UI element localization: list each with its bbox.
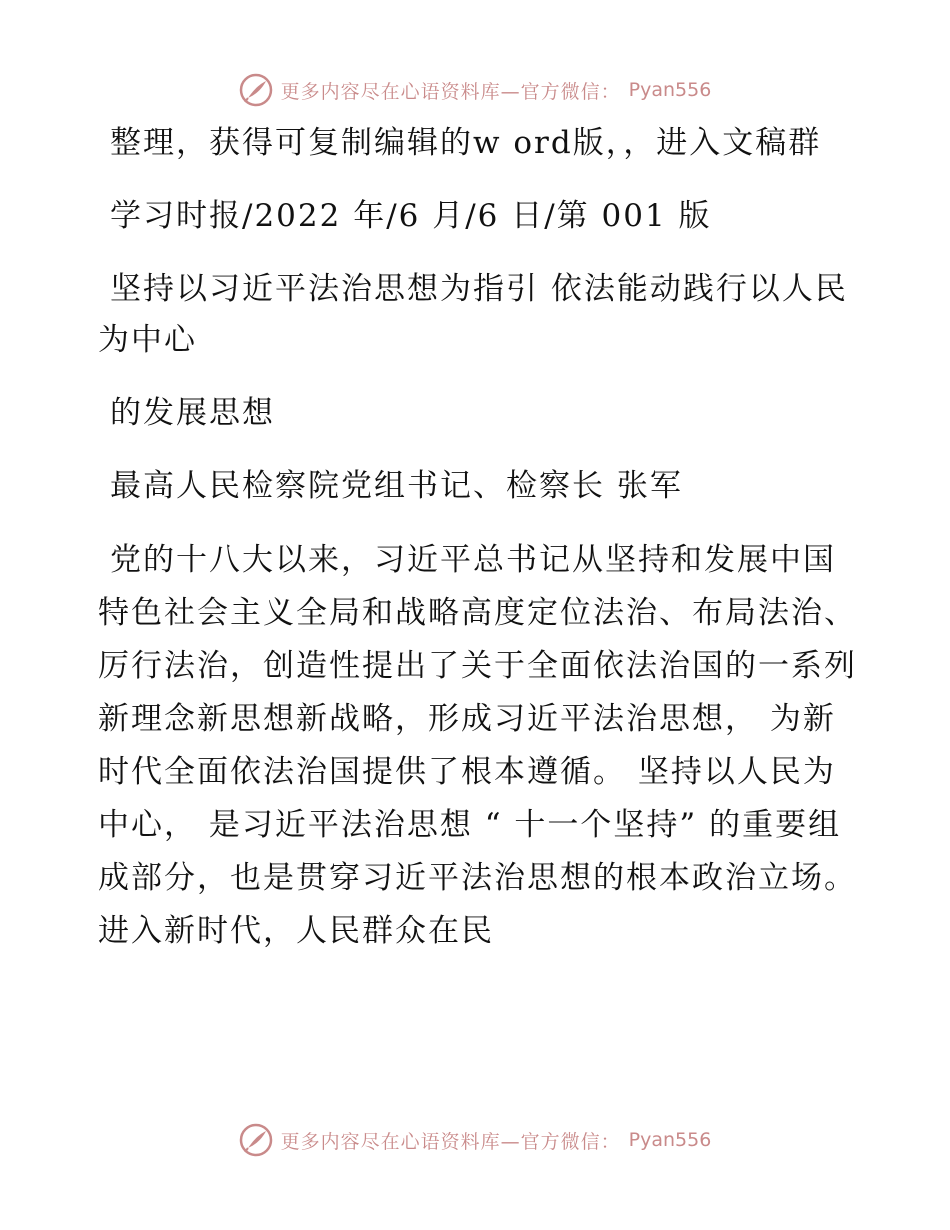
article-title-part1: 坚持以习近平法治思想为指引 依法能动践行以人民为中心	[98, 271, 848, 358]
footer-watermark	[0, 1120, 950, 1160]
intro-line: 整理，获得可复制编辑的w ord版，，进入文稿群	[110, 125, 822, 161]
watermark-wechat-id: Pyan556	[628, 79, 712, 101]
watermark-text: 更多内容尽在心语资料库—官方微信：	[280, 80, 621, 103]
article-title-part2: 的发展思想	[110, 395, 275, 431]
document-body	[98, 118, 858, 980]
author-line: 最高人民检察院党组书记、检察长 张军	[110, 468, 683, 504]
feather-seal-logo-icon	[239, 73, 273, 107]
header-watermark	[0, 70, 950, 110]
source-line: 学习时报/2022 年/6 月/6 日/第 001 版	[110, 198, 712, 234]
body-paragraph: 党的十八大以来，习近平总书记从坚持和发展中国特色社会主义全局和战略高度定位法治、布局法治、厉行法治，创造性提出了关于全面依法治国的一系列新理念新思想新战略，形成习近平法治思想， 为新时代全面依法治国提供了根本遵循。 坚持以人民为中心， 是习近平法治思想 “ 十一个坚持” 的重要组成部分，也是贯穿习近平法治思想的根本政治立场。进入新时代，人民群众在民	[98, 542, 857, 949]
watermark-wechat-id: Pyan556	[628, 1129, 712, 1151]
feather-seal-logo-icon	[239, 1123, 273, 1157]
watermark-text: 更多内容尽在心语资料库—官方微信：	[280, 1130, 621, 1153]
